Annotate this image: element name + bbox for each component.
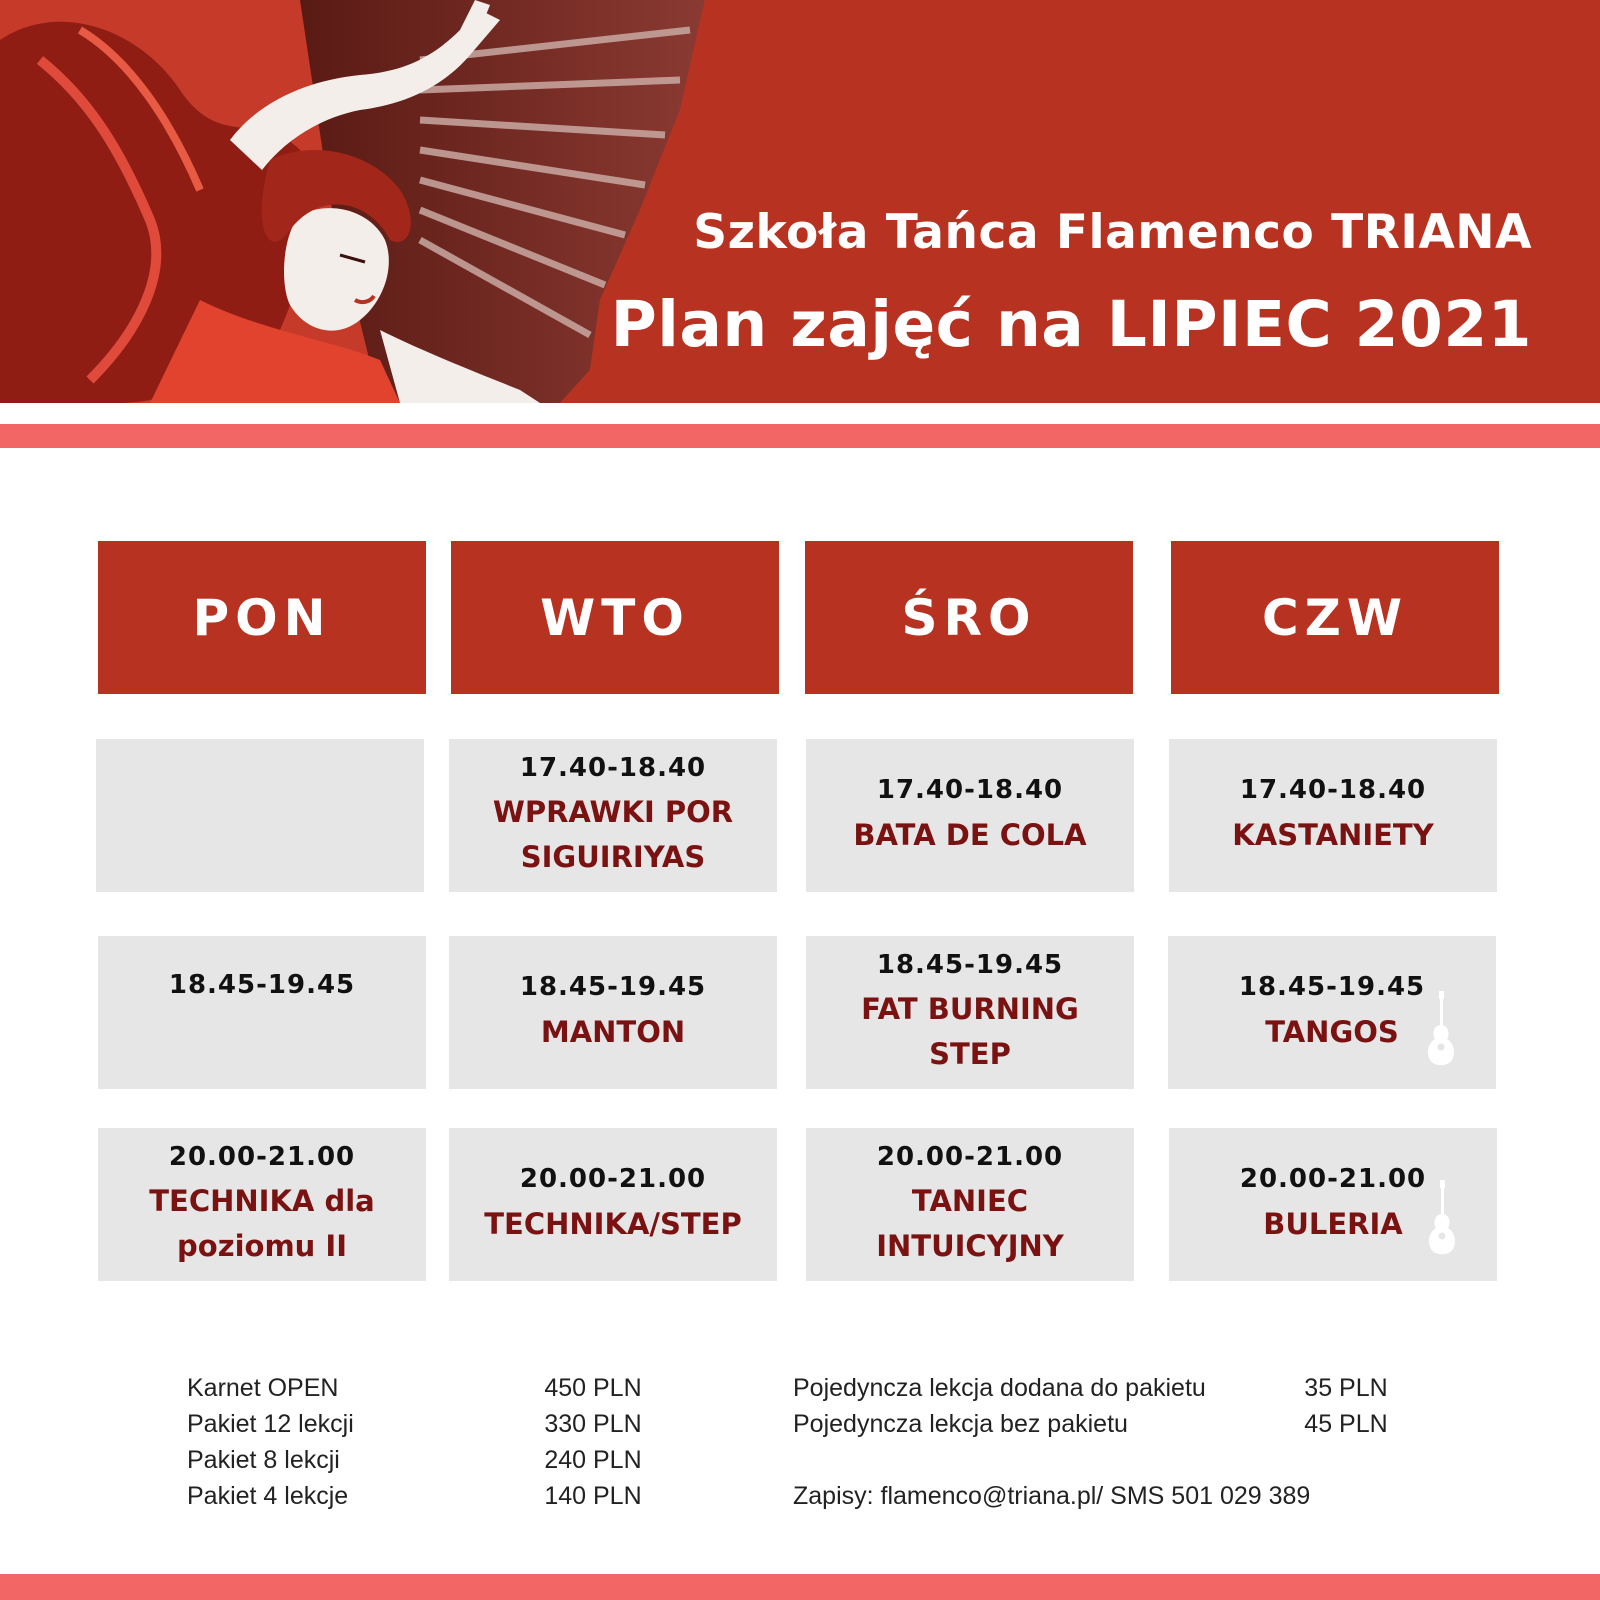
price-list-names [187,1370,354,1514]
package-name: Karnet OPEN [187,1374,339,1402]
day-header-czw: CZW [1171,541,1499,694]
schedule-cell-czw-2 [1168,936,1496,1089]
price-list-values [543,1370,643,1514]
class-time: 18.45-19.45 [168,970,356,1000]
day-header-sro: ŚRO [805,541,1133,694]
package-price: 140 PLN [544,1482,642,1510]
class-name: TECHNIKA dla poziomu II [149,1184,375,1264]
schedule-cell-czw-3 [1169,1128,1497,1281]
class-time: 20.00-21.00 [876,1142,1064,1173]
single-lesson-names [793,1370,1206,1442]
schedule-cell-pon-3 [98,1128,426,1281]
class-name: TECHNIKA/STEP [484,1206,742,1241]
schedule-cell-czw-1 [1169,739,1497,892]
package-name: Pakiet 12 lekcji [187,1410,354,1438]
class-time: 20.00-21.00 [168,1142,356,1173]
schedule-cell-wto-3 [449,1128,777,1281]
package-name: Pakiet 8 lekcji [187,1446,340,1474]
class-name: TANIEC INTUICYJNY [876,1184,1064,1264]
class-name: BATA DE COLA [853,817,1087,852]
single-lesson-name: Pojedyncza lekcja dodana do pakietu [793,1374,1206,1402]
class-name: WPRAWKI POR SIGUIRIYAS [492,795,734,875]
guitar-icon [1424,991,1458,1067]
schedule-cell-sro-2 [806,936,1134,1089]
class-name: FAT BURNING STEP [861,992,1079,1072]
school-name: Szkoła Tańca Flamenco TRIANA [693,205,1532,260]
schedule-cell-sro-1 [806,739,1134,892]
schedule-cell-sro-3 [806,1128,1134,1281]
class-name: MANTON [540,1014,686,1049]
schedule-cell-pon-1 [96,739,424,892]
schedule-cell-pon-2 [98,936,426,1089]
schedule-cell-wto-1 [449,739,777,892]
single-lesson-price: 35 PLN [1304,1374,1388,1402]
package-price: 240 PLN [544,1446,642,1474]
top-stripe [0,424,1600,448]
package-name: Pakiet 4 lekcje [187,1482,349,1510]
class-time: 18.45-19.45 [876,950,1064,981]
class-name: TANGOS [1265,1014,1399,1049]
class-name: BULERIA [1263,1206,1403,1241]
package-price: 450 PLN [544,1374,642,1402]
class-time: 17.40-18.40 [1239,775,1427,806]
header-banner [0,0,1600,403]
class-time: 17.40-18.40 [876,775,1064,806]
page-title: Plan zajęć na LIPIEC 2021 [610,288,1532,361]
class-time: 18.45-19.45 [1238,972,1426,1003]
package-price: 330 PLN [544,1410,642,1438]
class-time: 17.40-18.40 [519,753,707,784]
guitar-icon [1425,1180,1459,1256]
single-lesson-price: 45 PLN [1304,1410,1388,1438]
single-lesson-name: Pojedyncza lekcja bez pakietu [793,1410,1128,1438]
schedule-cell-wto-2 [449,936,777,1089]
contact-info: Zapisy: flamenco@triana.pl/ SMS 501 029 389 [793,1482,1311,1510]
day-header-pon: PON [98,541,426,694]
day-header-wto: WTO [451,541,779,694]
class-name: KASTANIETY [1232,817,1434,852]
class-time: 20.00-21.00 [1239,1164,1427,1195]
single-lesson-prices [1296,1370,1396,1442]
bottom-stripe [0,1574,1600,1600]
class-time: 18.45-19.45 [519,972,707,1003]
class-time: 20.00-21.00 [519,1164,707,1195]
